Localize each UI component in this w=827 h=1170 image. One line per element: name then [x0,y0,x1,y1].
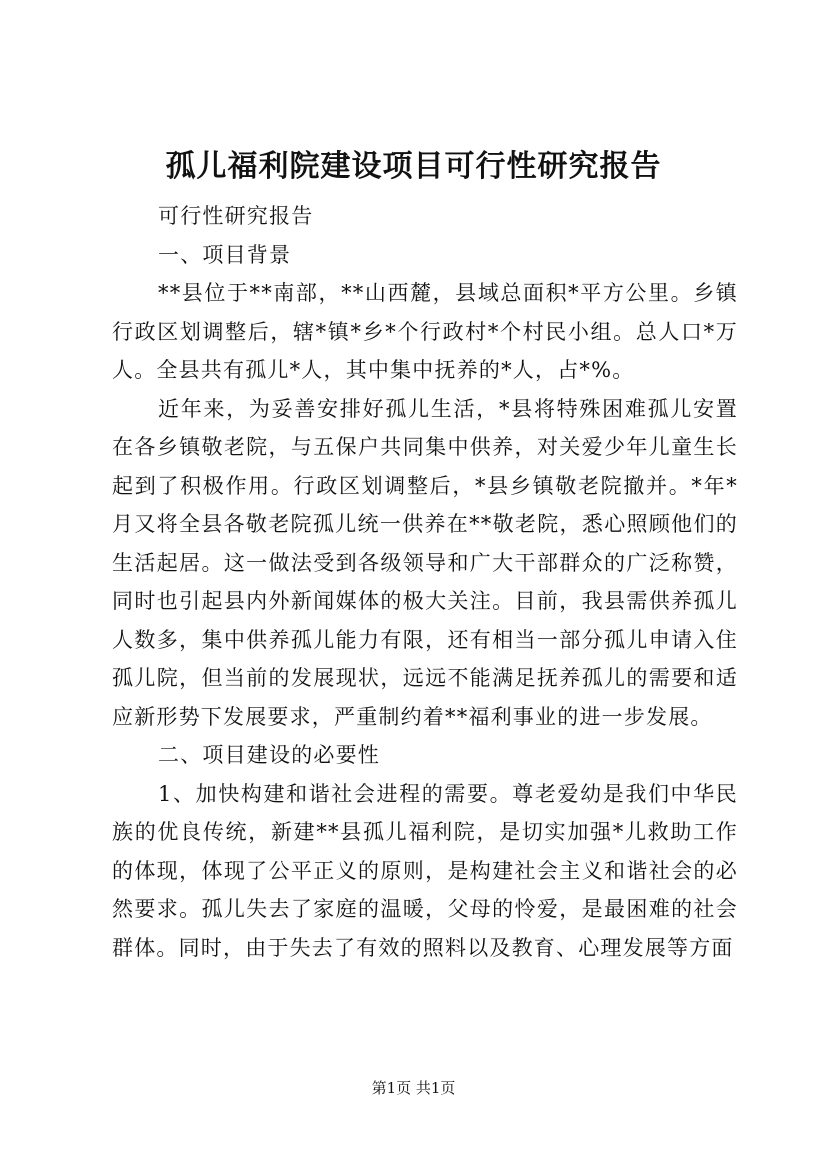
page-footer: 第1页 共1页 [371,1079,456,1097]
section-heading-background: 一、项目背景 [158,242,292,267]
subtitle-paragraph: 可行性研究报告 [158,204,314,228]
document-title: 孤儿福利院建设项目可行性研究报告 [165,149,662,184]
body-paragraph: 1、加快构建和谐社会进程的需要。尊老爱幼是我们中华民族的优良传统，新建**县孤儿福利院，是切实加强*儿救助工作的体现，体现了公平正义的原则，是构建社会主义和谐社会的必然要求。孤儿失去了家庭的温暖，父母的怜爱，是最困难的社会群体。同时，由于失去了有效的照料以及教育、心理发展等方面 [112,781,738,960]
body-paragraph: **县位于**南部，**山西麓，县域总面积*平方公里。乡镇行政区划调整后，辖*镇*乡*个行政村*个村民小组。总人口*万人。全县共有孤儿*人，其中集中抚养的*人，占*%。 [112,281,738,382]
body-paragraph: 近年来，为妥善安排好孤儿生活，*县将特殊困难孤儿安置在各乡镇敬老院，与五保户共同集中供养，对关爱少年儿童生长起到了积极作用。行政区划调整后，*县乡镇敬老院撤并。*年*月又将全县各敬老院孤儿统一供养在**敬老院，悉心照顾他们的生活起居。这一做法受到各级领导和广大干部群众的广泛称赞，同时也引起县内外新闻媒体的极大关注。目前，我县需供养孤儿人数多，集中供养孤儿能力有限，还有相当一部分孤儿申请入住孤儿院，但当前的发展现状，远远不能满足抚养孤儿的需要和适应新形势下发展要求，严重制约着**福利事业的进一步发展。 [112,396,738,729]
section-heading-necessity: 二、项目建设的必要性 [158,743,380,767]
document-body [112,197,738,967]
